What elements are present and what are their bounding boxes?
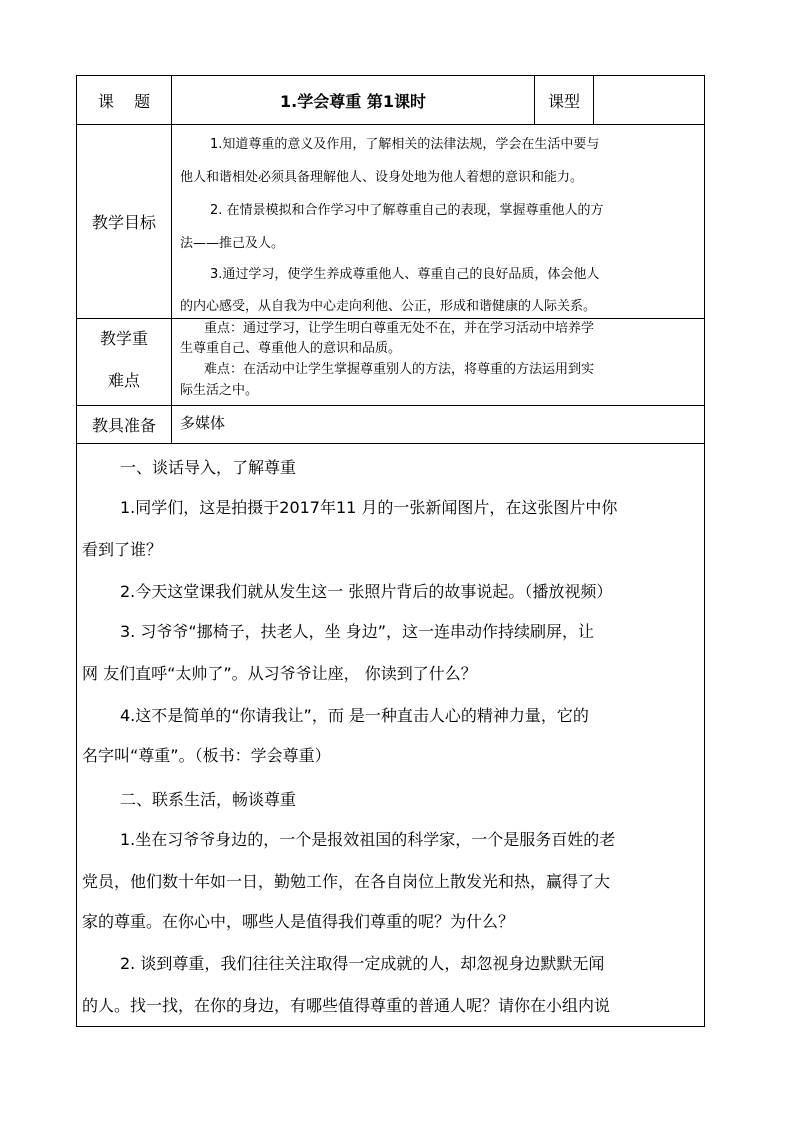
process-line: 看到了谁？ (82, 540, 163, 559)
process-line: 名字叫“尊重”。（板书：学会尊重） (82, 746, 331, 765)
objectives-label: 教学目标 (91, 213, 156, 232)
objective-line: 法——推己及人。 (180, 236, 285, 251)
key-point-line: 难点：在活动中让学生掌握尊重别人的方法，将尊重的方法运用到实 (204, 362, 595, 377)
lesson-type-value (594, 76, 704, 124)
objective-line: 2. 在情景模拟和合作学习中了解尊重自己的表现，掌握尊重他人的方 (210, 203, 604, 218)
objective-line: 3.通过学习，使学生养成尊重他人、尊重自己的良好品质，体会他人 (210, 267, 600, 282)
process-line: 4.这不是简单的“你请我让”，而 是一种直击人心的精神力量，它的 (120, 706, 589, 725)
objective-line: 他人和谐相处必须具备理解他人、设身处地为他人着想的意识和能力。 (180, 170, 584, 185)
process-line: 2.今天这堂课我们就从发生这一 张照片背后的故事说起。（播放视频） (120, 582, 613, 601)
process-line: 1.坐在习爷爷身边的，一个是报效祖国的科学家，一个是服务百姓的老 (120, 830, 616, 849)
key-point-line: 生尊重自己、尊重他人的意识和品质。 (180, 341, 402, 356)
process-line: 党员，他们数十年如一日，勤勉工作，在各自岗位上散发光和热，赢得了大 (82, 872, 611, 891)
objective-line: 1.知道尊重的意义及作用，了解相关的法律法规，学会在生活中要与 (210, 137, 600, 152)
section-heading: 二、联系生活，畅谈尊重 (120, 790, 297, 809)
lesson-title: 1.学会尊重 第1课时 (280, 91, 426, 111)
objective-line: 的内心感受，从自我为中心走向利他、公正，形成和谐健康的人际关系。 (180, 299, 597, 314)
process-line: 2. 谈到尊重，我们往往关注取得一定成就的人，却忽视身边默默无闻 (120, 954, 605, 973)
process-line: 家的尊重。在你心中，哪些人是值得我们尊重的呢？为什么？ (82, 912, 515, 931)
section-heading: 一、谈话导入，了解尊重 (120, 458, 297, 477)
table-border-right (704, 75, 705, 1027)
process-line: 1.同学们，这是拍摄于2017年11 月的一张新闻图片，在这张图片中你 (120, 498, 618, 517)
key-point-line: 际生活之中。 (180, 383, 259, 398)
process-line: 网 友们直呼“太帅了”。从习爷爷让座， 你读到了什么？ (82, 664, 477, 683)
key-points-label-line2: 难点 (107, 371, 140, 390)
materials-label: 教具准备 (91, 416, 156, 435)
process-line: 的人。找一找，在你的身边，有哪些值得尊重的普通人呢？请你在小组内说 (82, 996, 611, 1015)
materials-value: 多媒体 (180, 414, 226, 432)
topic-label: 课 题 (97, 91, 151, 111)
key-points-label-line1: 教学重 (99, 329, 148, 348)
table-border-bottom (76, 1026, 705, 1027)
process-line: 3. 习爷爷“挪椅子，扶老人，坐 身边”，这一连串动作持续刷屏，让 (120, 622, 595, 641)
lesson-type-label: 课型 (547, 91, 580, 111)
label-column-divider (171, 75, 172, 444)
key-point-line: 重点：通过学习，让学生明白尊重无处不在，并在学习活动中培养学 (204, 321, 595, 336)
